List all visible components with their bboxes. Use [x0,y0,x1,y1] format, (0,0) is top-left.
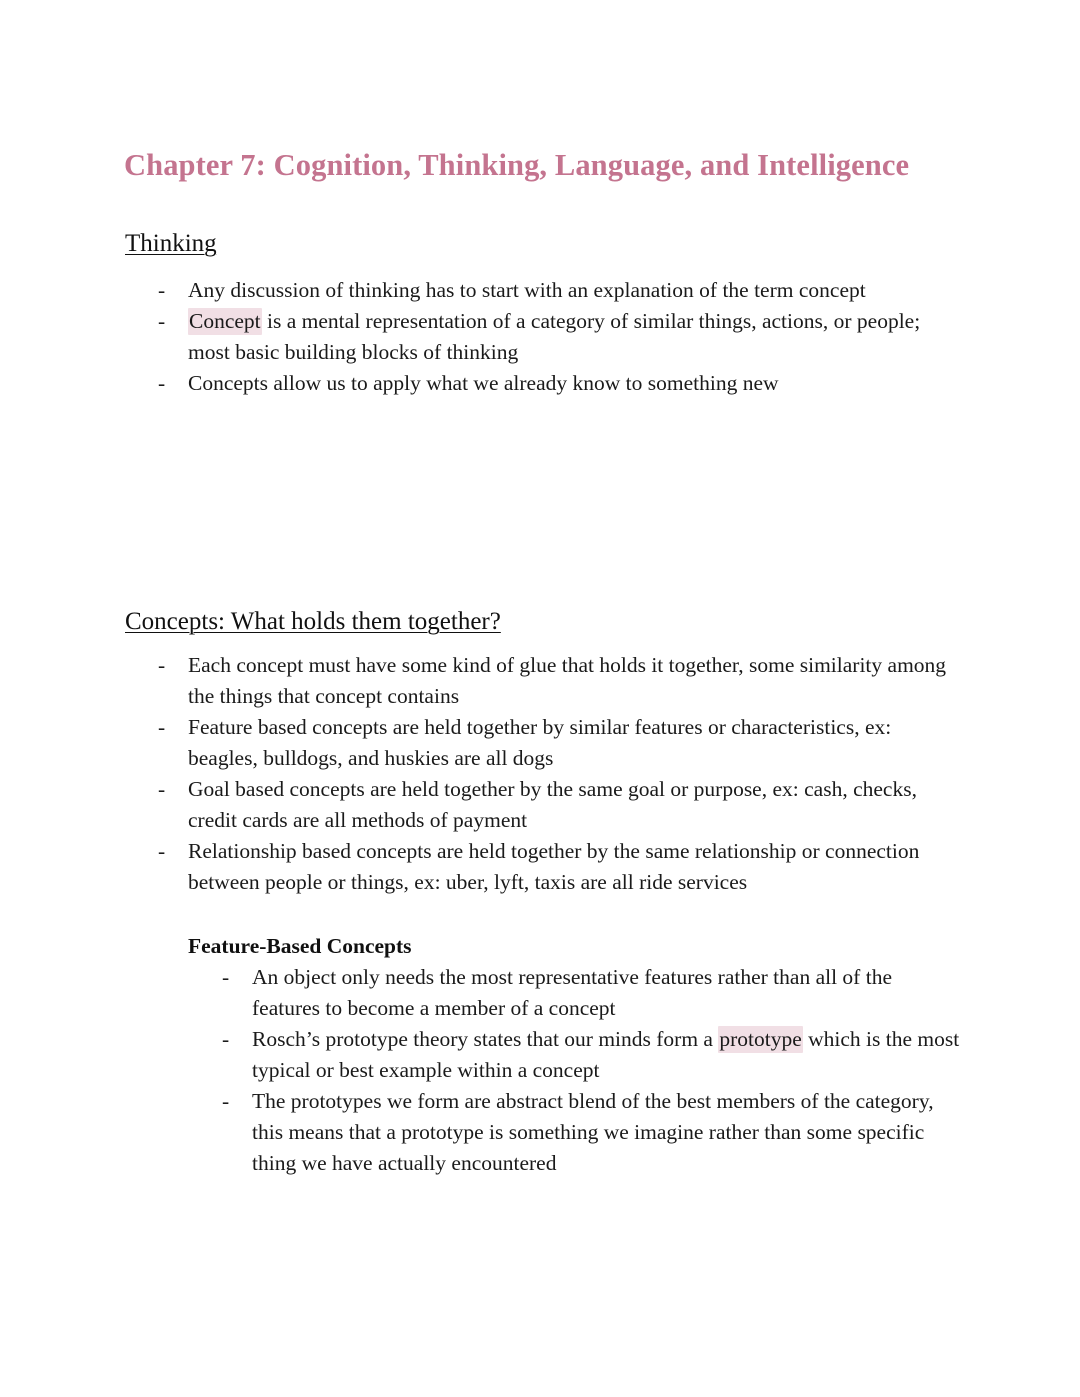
bullet-text-pre: Feature based concepts are held together by similar features or characteristics, ex: beagles, bulldogs, and huskies are all dogs [188,715,892,770]
list-item [158,306,958,368]
bullet-marker-icon: - [158,309,166,333]
bullet-marker-icon: - [158,278,166,302]
list-item [222,962,962,1024]
bullet-text-pre: Rosch’s prototype theory states that our minds form a [252,1027,719,1051]
bullet-list-concepts [158,650,958,898]
bullet-text-pre: Concepts allow us to apply what we already know to something new [188,371,779,395]
section-heading-thinking: Thinking [125,229,217,257]
bullet-text-post: is a mental representation of a category of similar things, actions, or people; most basic building blocks of thinking [188,309,921,364]
list-item [158,712,958,774]
list-item [158,836,958,898]
bullet-text-pre: The prototypes we form are abstract blend of the best members of the category, this means that a prototype is something we imagine rather than some specific thing we have actually encountered [252,1089,934,1175]
bullet-text-pre: An object only needs the most representative features rather than all of the features to become a member of a concept [252,965,892,1020]
highlighted-term: prototype [719,1027,802,1051]
bullet-marker-icon: - [222,1089,230,1113]
subsection-heading-feature-based-concepts: Feature-Based Concepts [188,934,412,958]
list-item [158,650,958,712]
bullet-list-thinking [158,275,958,399]
highlighted-term: Concept [189,309,261,333]
bullet-text-pre: Relationship based concepts are held together by the same relationship or connection between people or things, ex: uber, lyft, taxis are all ride services [188,839,920,894]
bullet-list-feature-based-concepts [222,962,962,1179]
bullet-marker-icon: - [158,715,166,739]
bullet-marker-icon: - [222,1027,230,1051]
list-item [222,1024,962,1086]
bullet-marker-icon: - [158,839,166,863]
bullet-text-pre: Any discussion of thinking has to start with an explanation of the term concept [188,278,866,302]
bullet-marker-icon: - [222,965,230,989]
bullet-text-pre: Each concept must have some kind of glue that holds it together, some similarity among the things that concept contains [188,653,947,708]
bullet-marker-icon: - [158,371,166,395]
page-title: Chapter 7: Cognition, Thinking, Language, and Intelligence [124,148,910,183]
bullet-marker-icon: - [158,653,166,677]
bullet-marker-icon: - [158,777,166,801]
list-item [158,275,958,306]
bullet-text-post: which is the most typical or best example within a concept [252,1027,960,1082]
list-item [158,368,958,399]
bullet-text-pre: Goal based concepts are held together by the same goal or purpose, ex: cash, checks, credit cards are all methods of payment [188,777,917,832]
list-item [222,1086,962,1179]
list-item [158,774,958,836]
section-heading-concepts: Concepts: What holds them together? [125,607,501,635]
